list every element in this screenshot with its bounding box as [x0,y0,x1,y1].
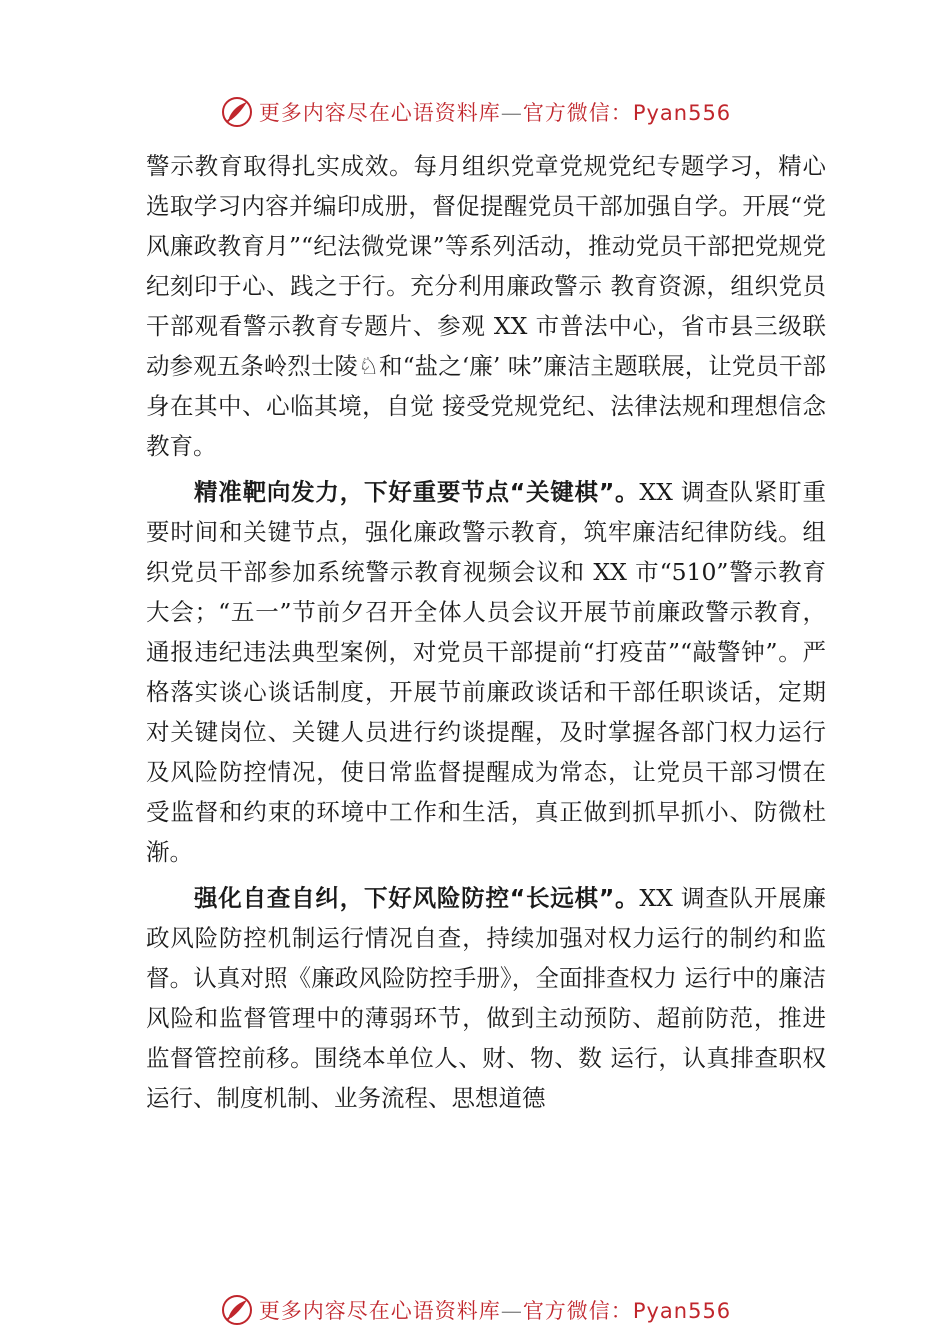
header-watermark [0,92,950,132]
watermark-text: 更多内容尽在心语资料库—官方微信：Pyan556 [258,101,732,125]
paragraph [146,878,826,1118]
watermark-logo-icon [219,94,255,130]
paragraph-heading: 精准靶向发力，下好重要节点“关键棋”。 [194,478,640,506]
paragraph-text: 警示教育取得扎实成效。每月组织党章党规党纪专题学习，精心选取学习内容并编印成册，督促提醒党员干部加强自学。开展“党风廉政教育月”“纪法微党课”等系列活动，推动党员干部把党规党纪刻印于心、践之于行。充分利用廉政警示 教育资源，组织党员干部观看警示教育专题片、参观 XX 市普法中心，省市县三级联动参观五条岭烈士陵♘和“盐之‘廉’ 味”廉洁主题联展，让党员干部身在其中、心临其境，自觉 接受党规党纪、法律法规和理想信念教育。 [146,152,826,460]
footer-watermark [0,1290,950,1330]
paragraph-text: XX 调查队开展廉政风险防控机制运行情况自查，持续加强对权力运行的制约和监督。认真对照《廉政风险防控手册》，全面排查权力 运行中的廉洁风险和监督管理中的薄弱环节，做到主动预防、超前防范，推进监督管控前移。围绕本单位人、财、物、数 运行，认真排查职权运行、制度机制、业务流程、思想道德 [146,884,826,1112]
paragraph-text: XX 调查队紧盯重要时间和关键节点，强化廉政警示教育，筑牢廉洁纪律防线。组织党员干部参加系统警示教育视频会议和 XX 市“510”警示教育大会；“五一”节前夕召开全体人员会议开展节前廉政警示教育，通报违纪违法典型案例，对党员干部提前“打疫苗”“敲警钟”。严格落实谈心谈话制度，开展节前廉政谈话和干部任职谈话，定期对关键岗位、关键人员进行约谈提醒，及时掌握各部门权力运行及风险防控情况，使日常监督提醒成为常态，让党员干部习惯在受监督和约束的环境中工作和生活，真正做到抓早抓小、防微杜渐。 [146,478,827,866]
paragraph [146,146,826,466]
paragraph-heading: 强化自查自纠，下好风险防控“长远棋”。 [194,884,640,912]
watermark-text: 更多内容尽在心语资料库—官方微信：Pyan556 [258,1299,732,1323]
document-body [146,146,826,1118]
watermark-logo-icon [219,1292,255,1328]
paragraph [146,472,826,872]
